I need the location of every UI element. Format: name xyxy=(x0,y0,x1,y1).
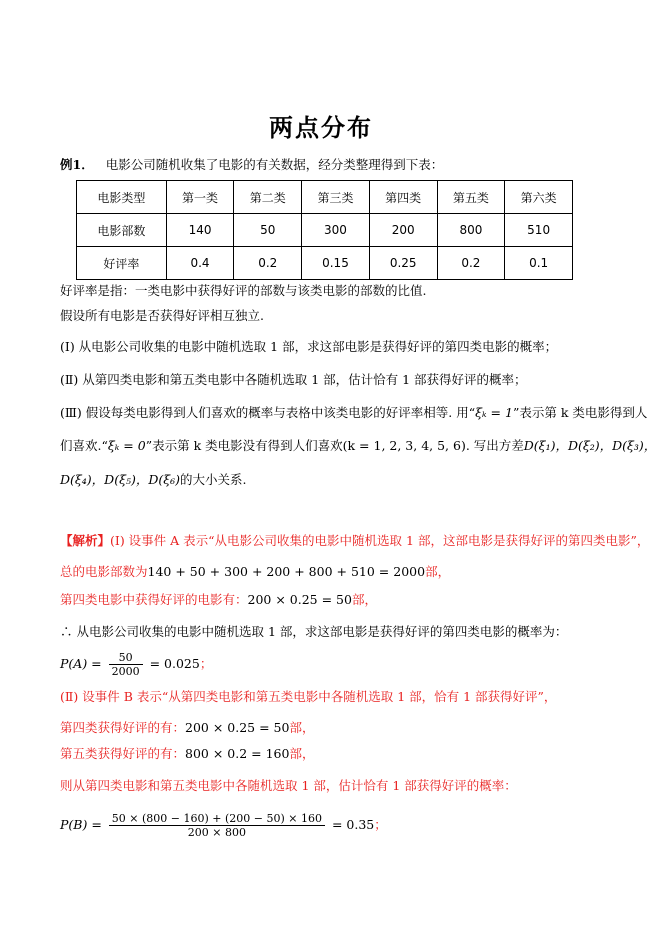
prob-a-result: = 0.025 xyxy=(149,656,200,671)
table-cell: 电影部数 xyxy=(77,214,167,247)
q3-part-f: 的大小关系. xyxy=(180,472,247,487)
table-header-cell: 第二类 xyxy=(234,181,302,214)
solution-part-1: (Ⅰ) 设事件 A 表示“从电影公司收集的电影中随机选取 1 部，这部电影是获得好评的第四类电影”， xyxy=(110,533,650,548)
table-cell: 好评率 xyxy=(77,247,167,280)
table-cell: 510 xyxy=(505,214,573,247)
question-3-line-2 xyxy=(60,438,656,454)
variance-list-2: D(ξ₄)，D(ξ₅)，D(ξ₆) xyxy=(60,472,181,487)
note-independence: 假设所有电影是否获得好评相互独立. xyxy=(60,308,264,323)
variance-list-1: D(ξ₁)，D(ξ₂)，D(ξ₃)， xyxy=(523,438,656,453)
fifth-class-expression: 800 × 0.2 = 160 xyxy=(185,746,290,761)
total-unit: 部， xyxy=(425,564,451,579)
q3-part-d: ”表示第 k 类电影没有得到人们喜欢 xyxy=(145,438,343,453)
question-3-line-1 xyxy=(60,405,647,421)
solution-line-4: ∴ 从电影公司收集的电影中随机选取 1 部，求这部电影是获得好评的第四类电影的概率为： xyxy=(60,624,568,639)
q3-part-b: ”表示第 k 类电影得到人 xyxy=(512,405,648,420)
table-cell: 0.1 xyxy=(505,247,573,280)
table-cell: 50 xyxy=(234,214,302,247)
table-cell: 0.4 xyxy=(166,247,234,280)
q3-part-c: 们喜欢.“ xyxy=(60,438,108,453)
fourth-class-label: 第四类获得好评的有： xyxy=(60,720,186,735)
table-header-cell: 第三类 xyxy=(302,181,370,214)
prob-a-fraction xyxy=(109,651,143,678)
note-rating-definition: 好评率是指：一类电影中获得好评的部数与该类电影的部数的比值. xyxy=(60,283,427,298)
q3-part-a: (Ⅲ) 假设每类电影得到人们喜欢的概率与表格中该类电影的好评率相等. 用“ xyxy=(60,405,476,420)
total-label: 总的电影部数为 xyxy=(60,564,148,579)
table-header-cell: 第五类 xyxy=(437,181,505,214)
table-cell: 0.2 xyxy=(234,247,302,280)
prob-b-lhs: P(B) = xyxy=(60,817,102,832)
solution-line-6: (Ⅱ) 设事件 B 表示“从第四类电影和第五类电影中各随机选取 1 部，恰有 1 部获得好评”， xyxy=(60,689,557,704)
fourth-good-expression: 200 × 0.25 = 50 xyxy=(247,592,352,607)
solution-prob-a xyxy=(60,651,212,678)
question-2: (Ⅱ) 从第四类电影和第五类电影中各随机选取 1 部，估计恰有 1 部获得好评的概率； xyxy=(60,372,527,387)
solution-prob-b xyxy=(60,812,387,839)
prob-b-result: = 0.35 xyxy=(331,817,375,832)
prob-b-numerator: 50 × (800 − 160) + (200 − 50) × 160 xyxy=(109,812,325,826)
table-cell: 140 xyxy=(166,214,234,247)
fourth-class-unit: 部， xyxy=(289,720,315,735)
solution-tag: 【解析】 xyxy=(60,533,111,548)
question-3-line-3 xyxy=(60,472,247,488)
page-title: 两点分布 xyxy=(269,114,373,142)
table-header-cell: 第一类 xyxy=(166,181,234,214)
prob-a-end: ； xyxy=(199,656,213,671)
q3-part-e: (k = 1, 2, 3, 4, 5, 6). 写出方差 xyxy=(342,438,524,453)
fifth-class-unit: 部， xyxy=(289,746,315,761)
prob-a-numerator: 50 xyxy=(109,651,143,665)
prob-b-end: ； xyxy=(374,817,387,832)
table-cell: 0.15 xyxy=(302,247,370,280)
prob-a-denominator: 2000 xyxy=(111,665,140,678)
fourth-class-expression: 200 × 0.25 = 50 xyxy=(185,720,290,735)
table-row xyxy=(77,247,573,280)
fifth-class-label: 第五类获得好评的有： xyxy=(60,746,186,761)
prob-b-denominator: 200 × 800 xyxy=(187,826,246,839)
solution-line-3 xyxy=(60,592,377,608)
solution-line-2 xyxy=(60,564,450,580)
total-expression: 140 + 50 + 300 + 200 + 800 + 510 = 2000 xyxy=(147,564,426,579)
table-header-cell: 第四类 xyxy=(369,181,437,214)
solution-line-8 xyxy=(60,746,314,762)
solution-line-1 xyxy=(60,533,649,549)
table-cell: 0.2 xyxy=(437,247,505,280)
solution-line-7 xyxy=(60,720,314,736)
prob-a-lhs: P(A) = xyxy=(60,656,102,671)
example-text: 电影公司随机收集了电影的有关数据，经分类整理得到下表： xyxy=(105,157,444,172)
table-header-cell: 第六类 xyxy=(505,181,573,214)
solution-line-9: 则从第四类电影和第五类电影中各随机选取 1 部，估计恰有 1 部获得好评的概率： xyxy=(60,778,517,793)
example-line xyxy=(60,157,443,173)
prob-b-fraction xyxy=(109,812,325,839)
xi-equals-one: ξₖ = 1 xyxy=(475,405,513,420)
table-header-cell: 电影类型 xyxy=(77,181,167,214)
table-cell: 800 xyxy=(437,214,505,247)
table-row xyxy=(77,214,573,247)
table-cell: 0.25 xyxy=(369,247,437,280)
question-1: (Ⅰ) 从电影公司收集的电影中随机选取 1 部，求这部电影是获得好评的第四类电影的概率； xyxy=(60,339,558,354)
xi-equals-zero: ξₖ = 0 xyxy=(107,438,146,453)
table-header-row xyxy=(77,181,573,214)
movie-table xyxy=(76,180,573,280)
example-label: 例1． xyxy=(60,157,94,172)
fourth-good-label: 第四类电影中获得好评的电影有： xyxy=(60,592,248,607)
fourth-good-unit: 部， xyxy=(351,592,377,607)
table-cell: 300 xyxy=(302,214,370,247)
table-cell: 200 xyxy=(369,214,437,247)
